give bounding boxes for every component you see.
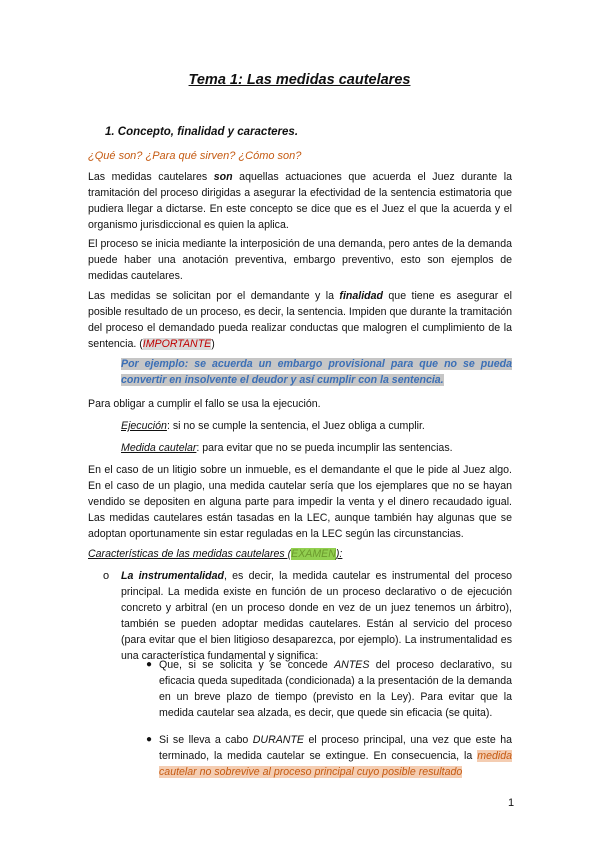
text: Las medidas cautelares — [88, 171, 214, 183]
term-ejecucion: Ejecución — [121, 420, 167, 432]
emphasis-finalidad: finalidad — [339, 290, 383, 302]
characteristics-label: Características de las medidas cautelares ( — [88, 548, 292, 560]
definition-medida-cautelar — [121, 440, 512, 456]
emphasis-son: son — [213, 171, 233, 183]
term-instrumentalidad: La instrumentalidad — [121, 570, 224, 582]
bullet-marker: ● — [146, 659, 153, 670]
text: del proceso declarativo, su eficacia queda supeditada (condicionada) a la presentación de la demanda en un breve plazo de tiempo (previsto en la Ley). Para evitar que la medida cautelar sea alzada, es decir, que quede sin eficacia (se quita). — [159, 659, 512, 719]
paragraph-definition — [88, 169, 512, 233]
paragraph-finalidad — [88, 288, 512, 352]
page-title: Tema 1: Las medidas cautelares — [188, 72, 411, 88]
item-instrumentalidad — [121, 568, 512, 664]
exam-highlight: EXAMEN — [291, 548, 336, 560]
highlighted-conclusion: medida cautelar no sobrevive al proceso principal cuyo posible resultado — [159, 750, 512, 778]
emphasis-durante: DURANTE — [252, 734, 304, 746]
paragraph-examples: En el caso de un litigio sobre un inmueble, es el demandante el que le pide al Juez algo. En el caso de un plagio, una medida cautelar sería que los ejemplares que no se hayan vendido se depositen en alguna parte para impedir la venta y el dinero recaudado igual. Las medidas cautelares están tasadas en la LEC, aunque también hay algunas que se adoptan oportunamente sin estar reguladas en la LEC según las circunstancias. — [88, 464, 512, 540]
definition-ejecucion — [121, 418, 512, 434]
text: aquellas actuaciones que acuerda el Juez durante la tramitación del proceso dirigidas a asegurar la efectividad de la sentencia estimatoria que pudiera llegar a dictarse. En este concepto se dice que es el Juez el que la acuerda y el organismo jurisdiccional es quien la aplica. — [88, 171, 512, 231]
text: que tiene es asegurar el posible resultado de un proceso, es decir, la sentencia. Impiden que durante la tramitación del proceso el demandado pueda realizar conductas que malogren el cumplimiento de la sentencia. ( — [88, 290, 513, 350]
example-highlight: Por ejemplo: se acuerda un embargo provisional para que no se pueda convertir en insolvente el deudor y así cumplir con la sentencia. — [121, 358, 512, 386]
characteristics-heading — [88, 546, 512, 562]
text: Las medidas se solicitan por el demandante y la — [88, 290, 340, 302]
bullet-durante — [159, 732, 512, 780]
bullet-antes — [159, 657, 512, 721]
text: Que, si se solicita y se concede — [159, 659, 335, 671]
emphasis-antes: ANTES — [334, 659, 370, 671]
important-highlight: IMPORTANTE — [142, 338, 212, 350]
paragraph-process: El proceso se inicia mediante la interposición de una demanda, pero antes de la demanda puede haber una anotación preventiva, embargo preventivo, esto son ejemplos de medidas cautelares. — [88, 238, 512, 282]
text: el proceso principal, una vez que este ha terminado, la medida cautelar se extingue. En consecuencia, la — [159, 734, 512, 762]
text: : para evitar que no se pueda incumplir las sentencias. — [196, 442, 453, 454]
text: ): — [335, 548, 343, 560]
list-marker-o: o — [103, 570, 110, 582]
text: , es decir, la medida cautelar es instrumental del proceso principal. La medida existe en función de un proceso declarativo o de ejecución concreto y arbitral (en un proceso donde en vez de un juez tenemos un árbitro), también se pueden adoptar medidas cautelares. Están al servicio del proceso (para evitar que el bien litigioso desaparezca, por ejemplo). La instrumentalidad es una característica fundamental y significa: — [121, 570, 513, 662]
section-heading: 1. Concepto, finalidad y caracteres. — [105, 126, 299, 138]
text: : si no se cumple la sentencia, el Juez obliga a cumplir. — [166, 420, 425, 432]
example-block — [121, 356, 512, 388]
paragraph-ejecucion: Para obligar a cumplir el fallo se usa la ejecución. — [88, 398, 321, 410]
page-number: 1 — [508, 797, 515, 809]
guiding-questions: ¿Qué son? ¿Para qué sirven? ¿Cómo son? — [88, 150, 302, 162]
term-medida-cautelar: Medida cautelar — [121, 442, 197, 454]
bullet-marker: ● — [146, 734, 153, 745]
text: ) — [211, 338, 215, 350]
text: Si se lleva a cabo — [159, 734, 253, 746]
